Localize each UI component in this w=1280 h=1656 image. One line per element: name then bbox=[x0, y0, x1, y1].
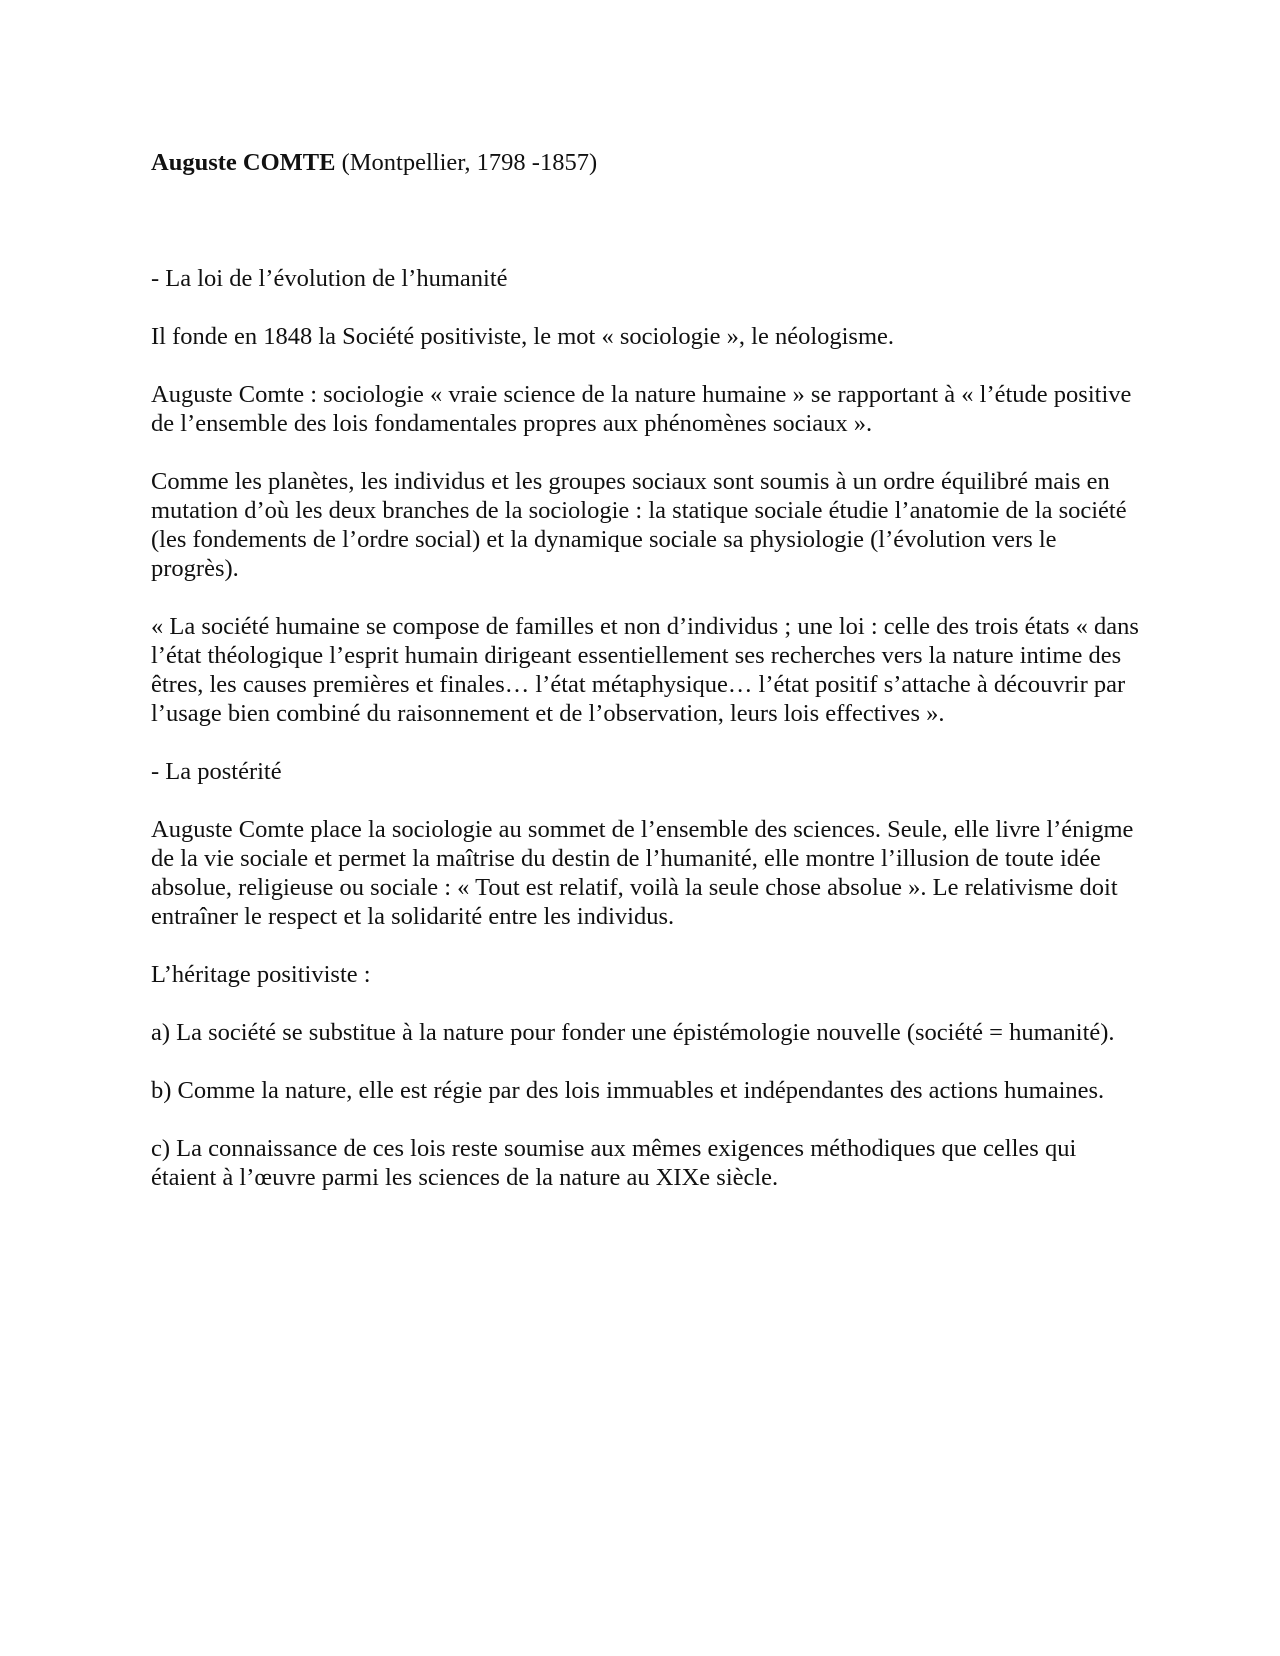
paragraph-statique-dynamique: Comme les planètes, les individus et les groupes sociaux sont soumis à un ordre équilibré mais en mutation d’où les deux branches de la sociologie : la statique sociale étudie l’anatomie de la société (les fondements de l’ordre social) et la dynamique sociale sa physiologie (l’évolution vers le progrès). bbox=[151, 468, 1127, 582]
list-item-c: c) La connaissance de ces lois reste soumise aux mêmes exigences méthodiques que celles qui étaient à l’œuvre parmi les sciences de la nature au XIXe siècle. bbox=[151, 1135, 1077, 1191]
list-item-a: a) La société se substitue à la nature pour fonder une épistémologie nouvelle (société = humanité). bbox=[151, 1019, 1115, 1046]
title-details: (Montpellier, 1798 -1857) bbox=[335, 149, 598, 176]
document-body bbox=[151, 148, 1141, 1221]
paragraph-trois-etats: « La société humaine se compose de familles et non d’individus ; une loi : celle des trois états « dans l’état théologique l’esprit humain dirigeant essentiellement ses recherches vers la nature intime des êtres, les causes premières et finales… l’état métaphysique… l’état positif s’attache à découvrir par l’usage bien combiné du raisonnement et de l’observation, leurs lois effectives ». bbox=[151, 613, 1139, 727]
section-heading-posterite: - La postérité bbox=[151, 758, 282, 785]
paragraph-societe-positiviste: Il fonde en 1848 la Société positiviste, le mot « sociologie », le néologisme. bbox=[151, 323, 895, 350]
title-author-name: Auguste COMTE bbox=[151, 149, 336, 176]
paragraph-definition-sociologie: Auguste Comte : sociologie « vraie science de la nature humaine » se rapportant à « l’étude positive de l’ensemble des lois fondamentales propres aux phénomènes sociaux ». bbox=[151, 381, 1132, 437]
document-title bbox=[151, 148, 1141, 177]
heading-heritage-positiviste: L’héritage positiviste : bbox=[151, 961, 371, 988]
paragraph-sommet-sciences: Auguste Comte place la sociologie au sommet de l’ensemble des sciences. Seule, elle livre l’énigme de la vie sociale et permet la maîtrise du destin de l’humanité, elle montre l’illusion de toute idée absolue, religieuse ou sociale : « Tout est relatif, voilà la seule chose absolue ». Le relativisme doit entraîner le respect et la solidarité entre les individus. bbox=[151, 816, 1134, 930]
list-item-b: b) Comme la nature, elle est régie par des lois immuables et indépendantes des actions humaines. bbox=[151, 1077, 1105, 1104]
section-heading-loi-evolution: - La loi de l’évolution de l’humanité bbox=[151, 265, 508, 292]
